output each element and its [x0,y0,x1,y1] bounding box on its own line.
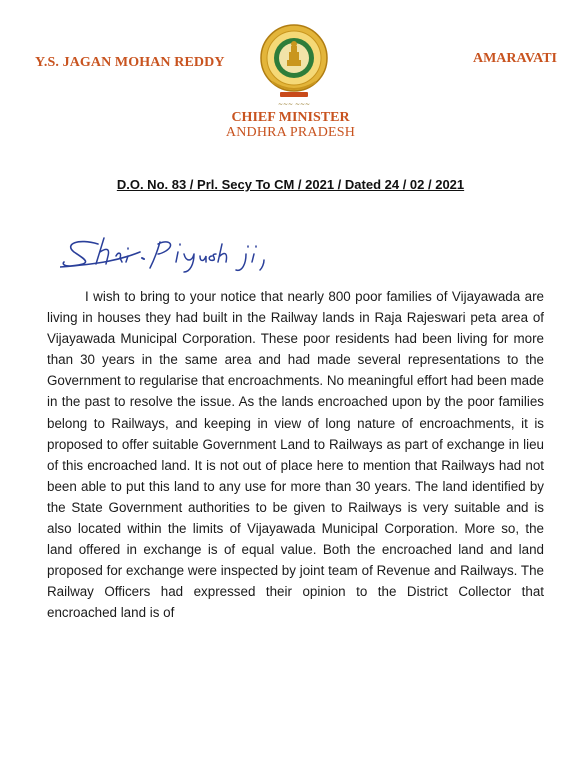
svg-text:~~~ ~~~: ~~~ ~~~ [277,101,311,108]
handwritten-salutation [60,234,290,278]
letterhead-name: Y.S. JAGAN MOHAN REDDY [35,55,225,70]
state-emblem-icon [258,20,330,110]
office-subtitle: ANDHRA PRADESH [225,125,356,140]
office-title: CHIEF MINISTER [231,110,350,125]
letter-body: I wish to bring to your notice that nearly 800 poor families of Vijayawada are living in houses they had built in the Railway lands in Raja Rajeswari peta area of Vijayawada Municipal Corporation. These poor residents had been living for more than 30 years in the same area and had made several representations to the Government to regularise that encroachments. No meaningful effort had been made in the past to resolve the issue. As the lands encroached upon by the poor families belong to Railways, and keeping in view of long nature of encroachments, it is proposed to offer suitable Government Land to Railways as part of exchange in lieu of this encroached land. It is not out of place here to mention that Railways had not been able to put this land to any use for more than 30 years. The land identified by the State Government authorities to be given to Railways is very suitable and is also located within the limits of Vijayawada Municipal Corporation. More so, the land offered in exchange is of equal value. Both the encroached land and land proposed for exchange were inspected by joint team of Revenue and Railways. The Railway Officers had expressed their opinion to the District Collector that encroached land is of [47,289,544,621]
letterhead-place: AMARAVATI [472,51,557,66]
reference-number: D.O. No. 83 / Prl. Secy To CM / 2021 / Dated 24 / 02 / 2021 [116,177,465,192]
